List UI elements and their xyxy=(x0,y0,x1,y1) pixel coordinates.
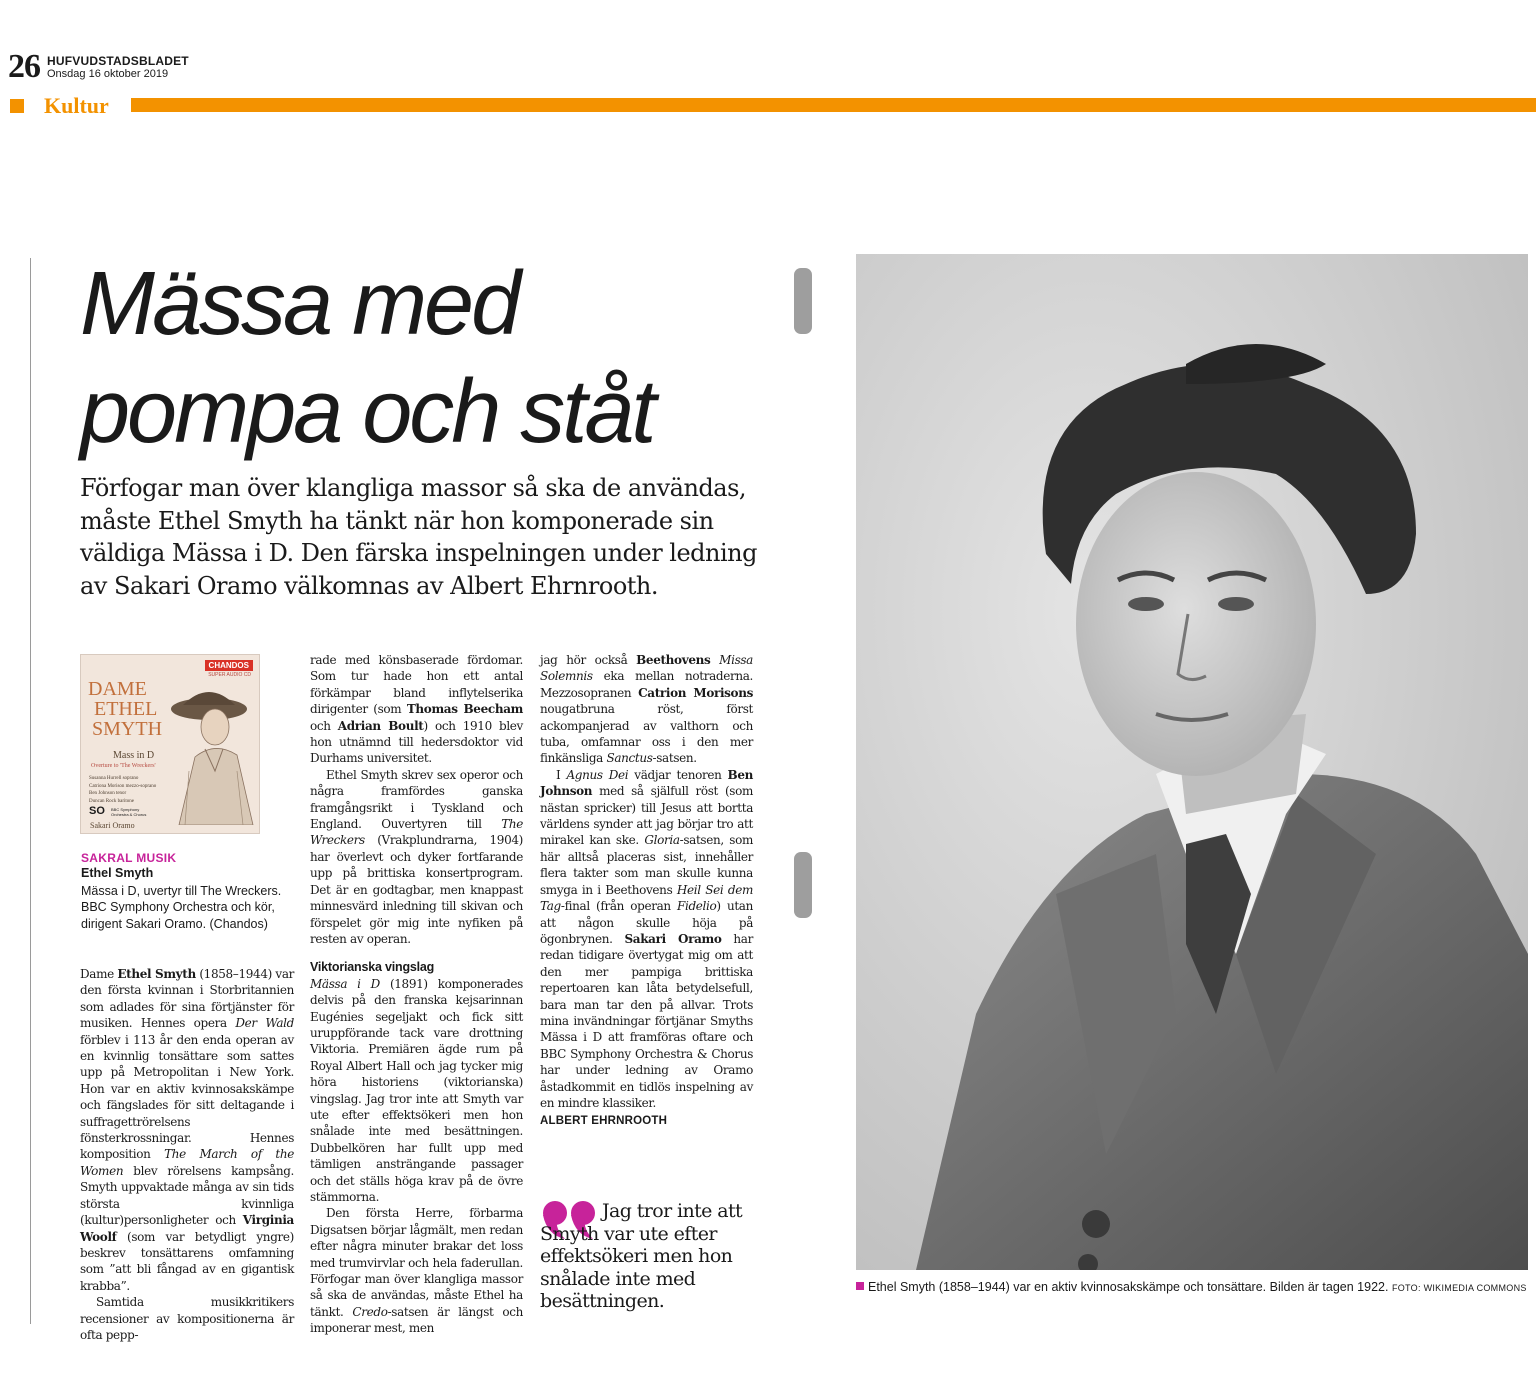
portrait-photo xyxy=(856,254,1528,1270)
cover-work: Mass in D xyxy=(113,750,155,761)
cover-label: CHANDOS xyxy=(205,660,253,671)
body-paragraph: rade med könsbaserade fördomar. Som tur hade hon ett antal förkämpar bland inflytelserika dirigenter (som Thomas Beecham och Adrian Boult) och 1910 blev hon utnämnd till hedersdoktor vid Durhams universitet. xyxy=(310,653,523,766)
body-paragraph: I Agnus Dei vädjar tenoren Ben Johnson med så själfull röst (som nästan spricker) till Jesus att bortta världens synder att jag börjar tro att mirakel kan ske. Gloria-satsen, som här alltså placeras sist, innehåller flera takter som man skulle kunna smyga in i Beethovens Heil Sei dem Tag-final (från operan Fidelio) utan att någon skulle höja på ögonbrynen. Sakari Oramo har redan tidigare övertygat mig om att den mer pampiga brittiska repertoaren kan låta betydelsefull, bara man tar den på allvar. Trots mina invändningar förtjänar Smyths Mässa i D att framföras oftare och BBC Symphony Orchestra & Chorus har under ledning av Oramo åstadkommit en tidlös inspelning av en mindre klassiker. xyxy=(540,767,754,1110)
column-rule xyxy=(30,258,31,1324)
photo-caption xyxy=(856,1279,1528,1296)
body-paragraph: Dame Ethel Smyth (1858–1944) var den första kvinnan i Storbritannien som adlades för sina förtjänster för musiken. Hennes opera Der Wald förblev i 113 år den enda operan av en kvinnlig tonsättare som sattes upp på Metropolitan i New York. Hon var en aktiv kvinnosakskämpe och fängslades för sitt deltagande i suffragettrörelsens fönsterkrossningar. Hennes komposition The March of the Women blev rörelsens kampsång. Smyth uppvaktade många av sin tids största kvinnliga (kultur)personligheter och Virginia Woolf (som var betydligt yngre) beskrev tonsättarens omfamning som ”att bli fångad av en gigantisk krabba”. xyxy=(80,967,295,1293)
side-tab xyxy=(794,852,812,918)
newspaper-name: HUFVUDSTADSBLADET xyxy=(47,54,189,68)
fact-composer: Ethel Smyth xyxy=(81,866,154,880)
cover-credit: Susanna Hurrell soprano xyxy=(89,776,139,781)
cover-title xyxy=(88,679,162,739)
cover-title-line-3: SMYTH xyxy=(92,718,163,740)
body-column-3 xyxy=(540,652,753,1111)
body-paragraph: Mässa i D (1891) komponerades delvis på den franska kejsarinnan Eugénies segeljakt och fick sitt uruppförande tack vare drottning Viktoria. Premiären ägde rum på Royal Albert Hall och jag tycker mig höra historiens (viktorianska) vingslag. Jag tror inte att Smyth var ute efter effektsökeri men hon snålade inte med besättningen. Dubbelkören har fullt upp med tämligen ansträngande passager och det ställs höga krav på de övre stämmorna. xyxy=(310,976,523,1204)
cover-credit: Duncan Rock baritone xyxy=(89,798,134,804)
body-paragraph: Den första Herre, förbarma Digsatsen börjar lågmält, men redan efter några minuter brakar det loss med trumvirvlar och hela faderullan. Förfogar man över klangliga massor så ska de användas, måste Ethel ha tänkt. Credo-satsen är längst och imponerar mest, men xyxy=(310,1206,524,1336)
cover-conductor: Sakari Oramo xyxy=(90,821,135,830)
subheading: Viktorianska vingslag xyxy=(310,960,435,975)
body-paragraph: Ethel Smyth skrev sex operor och några framfördes ganska framgångsrikt i Tyskland och England. Ouvertyren till The Wreckers (Vrakplundrarna, 1904) har överlevt och dyker fortfarande upp på brittiska konsertprogram. Det är en godtagbar, men knappast minnesvärd inledning till skivan och förspelet gör mig inte nyfiken på resten av operan. xyxy=(310,767,523,946)
portrait-illustration xyxy=(856,254,1528,1270)
body-paragraph: jag hör också Beethovens Missa Solemnis eka mellan notraderna. Mezzosopranen Catrion Morisons nougatbruna röst, först ackompanjerad av valthorn och tuba, omfamnar oss i den mer finkänsliga Sanctus-satsen. xyxy=(540,653,753,766)
album-cover xyxy=(80,654,260,834)
cover-label-sub: SUPER AUDIO CD xyxy=(208,672,251,678)
body-column-1 xyxy=(80,966,294,1343)
cover-credit: Catriona Morison mezzo-soprano xyxy=(89,783,157,789)
section-marker xyxy=(10,99,24,113)
caption-marker xyxy=(856,1282,864,1290)
headline-line-1: Mässa med xyxy=(80,254,519,354)
side-tab xyxy=(794,268,812,334)
body-column-2 xyxy=(310,652,523,1337)
section-label: Kultur xyxy=(44,93,109,118)
byline: ALBERT EHRNROOTH xyxy=(540,1115,668,1127)
cover-title-line-1: DAME xyxy=(88,678,147,700)
cover-credit: Ben Johnson tenor xyxy=(89,791,127,796)
page-number: 26 xyxy=(8,48,40,85)
cover-title-line-2: ETHEL xyxy=(94,698,158,720)
pull-quote: Jag tror inte att Smyth var ute efter effektsökeri men hon snålade inte med besättningen. xyxy=(540,1200,743,1312)
fact-category: SAKRAL MUSIK xyxy=(81,851,177,865)
headline-line-2: pompa och ståt xyxy=(80,362,654,462)
bbc-orchestra-text: BBC Symphony Orchestra & Chorus xyxy=(111,807,147,817)
fact-description: Mässa i D, uvertyr till The Wreckers. BBC Symphony Orchestra och kör, dirigent Sakari Oramo. (Chandos) xyxy=(81,884,282,931)
caption-text: Ethel Smyth (1858–1944) var en aktiv kvinnosakskämpe och tonsättare. Bilden är tagen 1922. xyxy=(868,1280,1389,1294)
bbc-so-logo: SO xyxy=(89,805,105,817)
lead-paragraph: Förfogar man över klangliga massor så ska de användas, måste Ethel Smyth ha tänkt när hon komponerade sin väldiga Mässa i D. Den färska inspelningen under ledning av Sakari Oramo välkomnas av Albert Ehrnrooth. xyxy=(80,474,757,600)
photo-credit: FOTO: WIKIMEDIA COMMONS xyxy=(1391,1283,1527,1293)
cover-overture: Overture to 'The Wreckers' xyxy=(91,763,156,769)
section-bar xyxy=(131,98,1536,112)
cover-credits xyxy=(89,775,181,805)
body-paragraph: Samtida musikkritikers recensioner av kompositionerna är ofta pepp- xyxy=(80,1295,294,1342)
headline xyxy=(80,250,800,466)
issue-date: Onsdag 16 oktober 2019 xyxy=(47,68,169,80)
